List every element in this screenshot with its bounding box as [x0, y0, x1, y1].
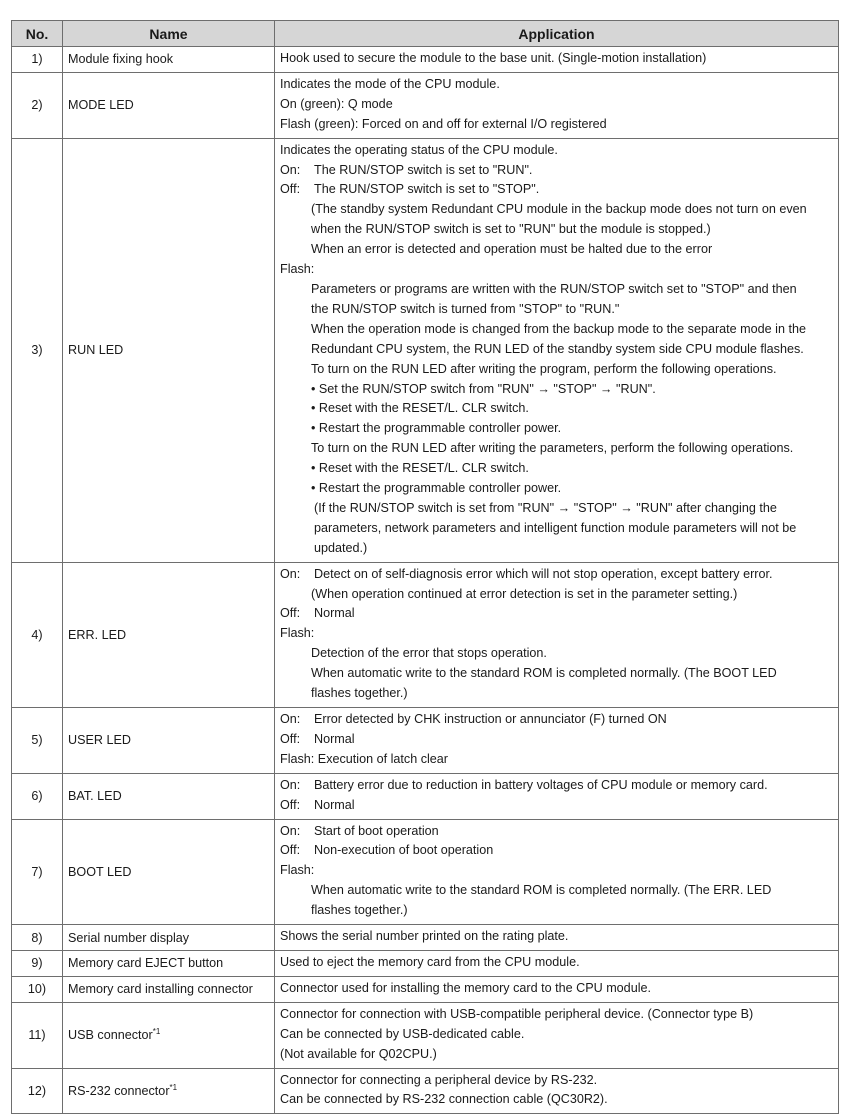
off-text: The RUN/STOP switch is set to "STOP". [314, 182, 540, 197]
on-text: Error detected by CHK instruction or annunciator (F) turned ON [314, 712, 667, 726]
app-line [280, 776, 834, 796]
on-label: On: [280, 823, 301, 838]
table-row [12, 1002, 839, 1068]
table-row [12, 1068, 839, 1114]
flash-label: Flash: [280, 626, 315, 641]
app-line: Flash: Execution of latch clear [280, 751, 448, 766]
row-name [63, 1068, 275, 1114]
row-name: MODE LED [63, 72, 275, 138]
row-application [275, 976, 839, 1002]
row-name-text: USB connector [68, 1028, 153, 1043]
bullet-item: • Set the RUN/STOP switch from "RUN" → "STOP" → "RUN". [311, 381, 656, 396]
on-text: The RUN/STOP switch is set to "RUN". [314, 162, 533, 177]
off-text: Normal [314, 606, 355, 621]
row-application [275, 925, 839, 951]
row-no: 7) [12, 819, 63, 925]
app-line: (If the RUN/STOP switch is set from "RUN" → "STOP" → "RUN" after changing the [314, 500, 777, 515]
on-label: On: [280, 162, 301, 177]
row-no: 3) [12, 138, 63, 562]
off-text: Normal [314, 797, 355, 812]
flash-label: Flash: [280, 863, 315, 878]
on-label: On: [280, 777, 301, 792]
off-label: Off: [280, 731, 301, 746]
on-text: Detect on of self-diagnosis error which will not stop operation, except battery error. [314, 566, 773, 581]
bullet-item: • Restart the programmable controller power. [311, 481, 562, 496]
row-no: 1) [12, 47, 63, 73]
table-row [12, 925, 839, 951]
app-line: Indicates the mode of the CPU module. [280, 76, 500, 91]
on-label: On: [280, 712, 301, 726]
app-line: Can be connected by USB-dedicated cable. [280, 1026, 525, 1041]
row-name: Memory card EJECT button [63, 950, 275, 976]
bullet-item: • Restart the programmable controller power. [311, 421, 562, 436]
row-no: 10) [12, 976, 63, 1002]
table-header-row [12, 21, 839, 47]
header-no: No. [12, 21, 63, 47]
row-application [275, 773, 839, 819]
table-row [12, 72, 839, 138]
table-row [12, 773, 839, 819]
off-label: Off: [280, 606, 301, 621]
app-line: flashes together.) [311, 686, 408, 701]
row-application [275, 950, 839, 976]
off-label: Off: [280, 182, 301, 197]
row-name-text: RS-232 connector [68, 1083, 170, 1098]
footnote-ref: *1 [152, 1027, 161, 1037]
header-application: Application [275, 21, 839, 47]
app-line: updated.) [314, 540, 368, 555]
flash-label: Flash: [280, 262, 315, 277]
app-line: Redundant CPU system, the RUN LED of the standby system side CPU module flashes. [311, 341, 804, 356]
app-line: Shows the serial number printed on the rating plate. [280, 929, 569, 944]
header-name: Name [63, 21, 275, 47]
on-text: Start of boot operation [314, 823, 439, 838]
app-line: when the RUN/STOP switch is set to "RUN" but the module is stopped.) [311, 222, 711, 237]
row-application [275, 138, 839, 562]
app-line: To turn on the RUN LED after writing the parameters, perform the following operations. [311, 441, 794, 456]
app-line: Hook used to secure the module to the base unit. (Single-motion installation) [280, 51, 707, 65]
app-line: When the operation mode is changed from the backup mode to the separate mode in the [311, 321, 806, 336]
row-name: BAT. LED [63, 773, 275, 819]
app-line: Flash (green): Forced on and off for external I/O registered [280, 116, 607, 131]
row-application [275, 72, 839, 138]
app-line [280, 161, 834, 181]
footnote-ref: *1 [169, 1082, 178, 1092]
app-line: Detection of the error that stops operation. [311, 646, 547, 661]
row-application [275, 1002, 839, 1068]
app-line: the RUN/STOP switch is turned from "STOP" to "RUN." [311, 301, 620, 316]
app-line: When automatic write to the standard ROM is completed normally. (The ERR. LED [311, 883, 772, 898]
row-name [63, 1002, 275, 1068]
app-line: When automatic write to the standard ROM is completed normally. (The BOOT LED [311, 666, 777, 681]
app-line: When an error is detected and operation must be halted due to the error [311, 242, 713, 257]
row-application [275, 708, 839, 774]
row-name: Module fixing hook [63, 47, 275, 73]
app-line: On (green): Q mode [280, 96, 393, 111]
app-line: (The standby system Redundant CPU module in the backup mode does not turn on even [311, 202, 807, 217]
app-line [280, 796, 834, 816]
app-line: Indicates the operating status of the CPU module. [280, 142, 558, 157]
row-name: ERR. LED [63, 562, 275, 707]
row-name: Memory card installing connector [63, 976, 275, 1002]
off-label: Off: [280, 843, 301, 858]
off-label: Off: [280, 797, 301, 812]
on-label: On: [280, 566, 301, 581]
app-line: Connector for connecting a peripheral device by RS-232. [280, 1072, 598, 1087]
app-line: Used to eject the memory card from the CPU module. [280, 954, 580, 969]
app-line: Can be connected by RS-232 connection cable (QC30R2). [280, 1092, 608, 1107]
row-no: 4) [12, 562, 63, 707]
row-name: BOOT LED [63, 819, 275, 925]
table-row [12, 47, 839, 73]
table-row [12, 562, 839, 707]
table-row [12, 138, 839, 562]
row-application [275, 819, 839, 925]
app-line: (Not available for Q02CPU.) [280, 1046, 437, 1061]
row-name: USER LED [63, 708, 275, 774]
app-line [280, 841, 834, 861]
app-line: Connector used for installing the memory card to the CPU module. [280, 980, 651, 995]
app-line: parameters, network parameters and intelligent function module parameters will not be [314, 520, 797, 535]
row-name: Serial number display [63, 925, 275, 951]
app-line [280, 565, 834, 585]
row-application [275, 47, 839, 73]
row-no: 8) [12, 925, 63, 951]
document-page [11, 20, 838, 1114]
row-no: 9) [12, 950, 63, 976]
row-no: 5) [12, 708, 63, 774]
row-name: RUN LED [63, 138, 275, 562]
app-line [280, 180, 834, 200]
on-text: Battery error due to reduction in battery voltages of CPU module or memory card. [314, 777, 768, 792]
table-row [12, 819, 839, 925]
row-no: 11) [12, 1002, 63, 1068]
app-line: To turn on the RUN LED after writing the program, perform the following operations. [311, 361, 777, 376]
app-line [280, 710, 834, 730]
table-row [12, 976, 839, 1002]
row-no: 12) [12, 1068, 63, 1114]
cpu-module-parts-table [11, 20, 839, 1114]
off-text: Non-execution of boot operation [314, 843, 494, 858]
app-line: Connector for connection with USB-compatible peripheral device. (Connector type B) [280, 1006, 754, 1021]
row-no: 6) [12, 773, 63, 819]
row-no: 2) [12, 72, 63, 138]
row-application [275, 562, 839, 707]
app-line: Parameters or programs are written with the RUN/STOP switch set to "STOP" and then [311, 281, 797, 296]
app-line [280, 730, 834, 750]
bullet-item: • Reset with the RESET/L. CLR switch. [311, 401, 529, 416]
table-row [12, 950, 839, 976]
off-text: Normal [314, 731, 355, 746]
bullet-item: • Reset with the RESET/L. CLR switch. [311, 461, 529, 476]
app-line [280, 822, 834, 842]
row-application [275, 1068, 839, 1114]
app-line: flashes together.) [311, 903, 408, 918]
table-row [12, 708, 839, 774]
app-line: (When operation continued at error detection is set in the parameter setting.) [311, 586, 738, 601]
app-line [280, 604, 834, 624]
